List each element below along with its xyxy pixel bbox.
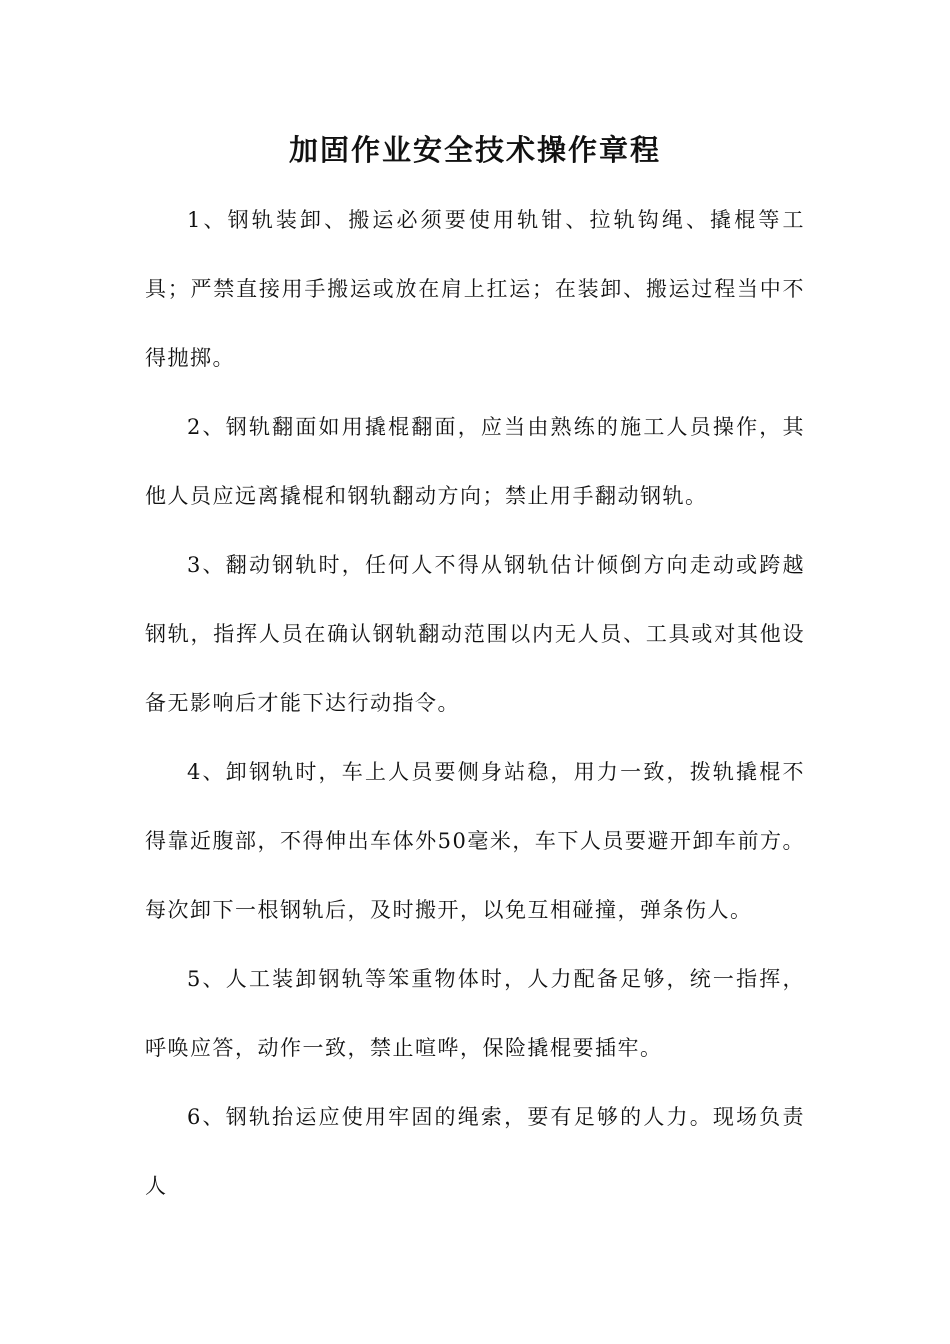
document-body <box>145 186 805 1221</box>
paragraph-6: 6、钢轨抬运应使用牢固的绳索，要有足够的人力。现场负责人 <box>145 1105 805 1198</box>
paragraph-5: 5、人工装卸钢轨等笨重物体时，人力配备足够，统一指挥，呼唤应答，动作一致，禁止喧哗，保险撬棍要插牢。 <box>145 967 805 1060</box>
paragraph-3: 3、翻动钢轨时，任何人不得从钢轨估计倾倒方向走动或跨越钢轨，指挥人员在确认钢轨翻动范围以内无人员、工具或对其他设备无影响后才能下达行动指令。 <box>145 553 805 715</box>
document-title: 加固作业安全技术操作章程 <box>288 133 661 167</box>
paragraph-2: 2、钢轨翻面如用撬棍翻面，应当由熟练的施工人员操作，其他人员应远离撬棍和钢轨翻动方向；禁止用手翻动钢轨。 <box>145 415 805 508</box>
paragraph-4: 4、卸钢轨时，车上人员要侧身站稳，用力一致，拨轨撬棍不得靠近腹部，不得伸出车体外50毫米，车下人员要避开卸车前方。每次卸下一根钢轨后，及时搬开，以免互相碰撞，弹条伤人。 <box>145 760 805 922</box>
paragraph-1: 1、钢轨装卸、搬运必须要使用轨钳、拉轨钩绳、撬棍等工具；严禁直接用手搬运或放在肩上扛运；在装卸、搬运过程当中不得抛掷。 <box>145 208 805 370</box>
